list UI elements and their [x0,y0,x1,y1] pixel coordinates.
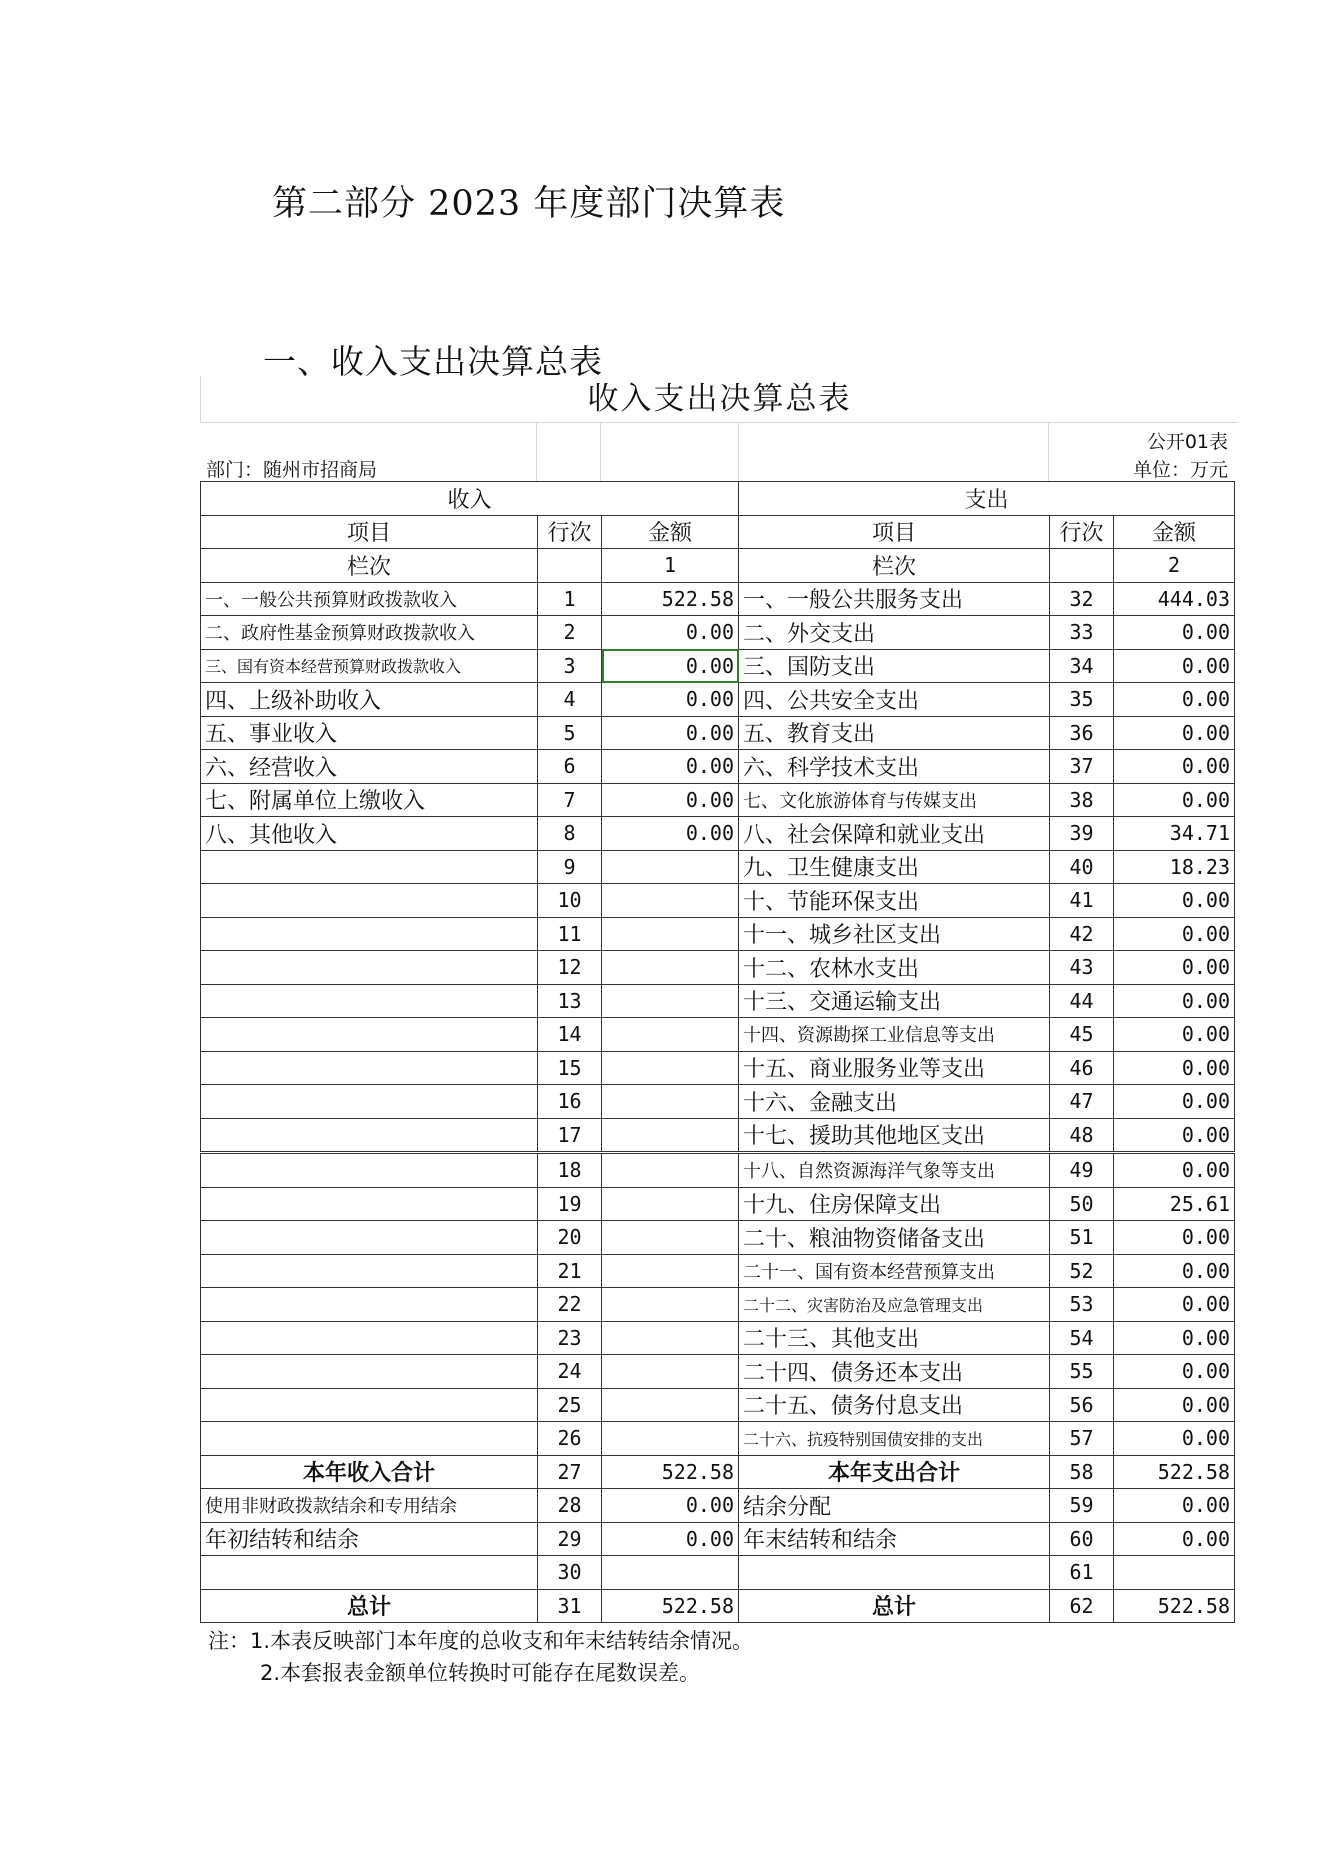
table-row [201,616,1235,650]
table-row [201,1018,1235,1052]
expense-row-no-cell: 41 [1050,884,1114,918]
expense-item-cell: 十四、资源勘探工业信息等支出 [739,1018,1050,1052]
income-row-no-cell: 4 [538,683,602,717]
expense-row-no-cell: 49 [1050,1153,1114,1188]
table-code: 公开01表 [1146,431,1228,453]
income-amount-cell [602,884,739,918]
income-row-no-cell: 13 [538,984,602,1018]
expense-amount-cell: 34.71 [1114,817,1235,851]
income-amount-cell: 0.00 [602,616,739,650]
income-item-cell [201,1321,538,1355]
expense-row-no-cell: 33 [1050,616,1114,650]
income-item-cell [201,1153,538,1188]
table-row [201,850,1235,884]
table-row [201,1455,1235,1489]
grid-line [536,423,537,481]
expense-group-header: 支出 [739,482,1235,516]
expense-amount-cell: 0.00 [1114,1355,1235,1389]
income-row-no-cell: 19 [538,1187,602,1221]
expense-amount-cell: 0.00 [1114,951,1235,985]
table-row [201,1221,1235,1255]
income-expense-table [200,481,1235,1623]
income-item-cell [201,1051,538,1085]
expense-amount-cell: 0.00 [1114,1321,1235,1355]
expense-row-no-cell: 48 [1050,1118,1114,1153]
income-row-no-cell: 10 [538,884,602,918]
income-row-no-cell: 27 [538,1455,602,1489]
expense-amount-cell: 0.00 [1114,683,1235,717]
expense-amount-cell: 0.00 [1114,616,1235,650]
income-item-cell: 七、附属单位上缴收入 [201,783,538,817]
income-column-no-label: 栏次 [201,549,538,583]
expense-row-no-cell: 43 [1050,951,1114,985]
expense-row-no-cell: 59 [1050,1489,1114,1523]
table-row [201,683,1235,717]
income-item-cell [201,1221,538,1255]
income-row-no-cell: 11 [538,917,602,951]
income-row-no-cell: 6 [538,750,602,784]
expense-item-cell: 十、节能环保支出 [739,884,1050,918]
income-item-cell [201,1254,538,1288]
expense-item-cell: 二十六、抗疫特别国债安排的支出 [739,1422,1050,1456]
table-body [201,582,1235,1623]
income-column-no: 1 [602,549,739,583]
income-item-cell [201,1388,538,1422]
unit-label: 单位：万元 [1132,459,1228,481]
income-amount-cell: 0.00 [602,783,739,817]
income-row-no-cell: 1 [538,582,602,616]
expense-item-cell: 二十二、灾害防治及应急管理支出 [739,1288,1050,1322]
expense-amount-cell: 0.00 [1114,1221,1235,1255]
expense-amount-cell: 18.23 [1114,850,1235,884]
table-row [201,1422,1235,1456]
income-row-no-cell: 30 [538,1556,602,1590]
income-item-cell [201,1187,538,1221]
income-amount-cell [602,1018,739,1052]
income-amount-cell [602,1153,739,1188]
income-row-no-cell: 21 [538,1254,602,1288]
expense-item-cell: 二十四、债务还本支出 [739,1355,1050,1389]
income-row-no-cell: 9 [538,850,602,884]
income-row-no-cell: 22 [538,1288,602,1322]
expense-row-no-cell: 50 [1050,1187,1114,1221]
expense-amount-cell: 0.00 [1114,750,1235,784]
expense-amount-cell: 0.00 [1114,984,1235,1018]
expense-row-no-cell: 54 [1050,1321,1114,1355]
expense-row-no-cell: 56 [1050,1388,1114,1422]
table-row [201,716,1235,750]
section-title: 一、收入支出决算总表 [263,342,603,381]
income-amount-cell [602,1355,739,1389]
income-item-cell [201,984,538,1018]
expense-row-no-cell: 32 [1050,582,1114,616]
income-row-no-cell: 7 [538,783,602,817]
income-amount-cell: 522.58 [602,1589,739,1623]
expense-row-no-cell: 34 [1050,649,1114,683]
income-amount-cell [602,1221,739,1255]
table-row [201,817,1235,851]
income-amount-cell [602,984,739,1018]
expense-item-cell: 七、文化旅游体育与传媒支出 [739,783,1050,817]
income-amount-cell [602,1118,739,1153]
income-item-cell: 八、其他收入 [201,817,538,851]
expense-item-cell: 十七、援助其他地区支出 [739,1118,1050,1153]
income-row-no-cell: 20 [538,1221,602,1255]
expense-amount-cell: 0.00 [1114,917,1235,951]
income-item-header: 项目 [201,515,538,549]
expense-amount-cell: 0.00 [1114,1018,1235,1052]
expense-item-cell: 二十五、债务付息支出 [739,1388,1050,1422]
expense-row-no-cell: 39 [1050,817,1114,851]
income-row-no-cell: 23 [538,1321,602,1355]
income-row-no-cell: 8 [538,817,602,851]
income-item-cell [201,884,538,918]
income-row-no-cell: 26 [538,1422,602,1456]
table-row [201,1153,1235,1188]
table-row [201,1489,1235,1523]
table-row [201,1321,1235,1355]
expense-item-cell: 十八、自然资源海洋气象等支出 [739,1153,1050,1188]
income-amount-cell: 0.00 [602,649,739,683]
expense-row-no-cell: 47 [1050,1085,1114,1119]
expense-amount-cell: 0.00 [1114,1489,1235,1523]
income-amount-cell: 0.00 [602,750,739,784]
expense-item-cell: 五、教育支出 [739,716,1050,750]
income-item-cell [201,850,538,884]
income-item-cell [201,1288,538,1322]
table-row [201,649,1235,683]
expense-amount-cell: 522.58 [1114,1589,1235,1623]
grid-line [1048,423,1049,481]
notes [200,1625,1238,1689]
income-amount-header: 金额 [602,515,739,549]
expense-row-no-cell: 36 [1050,716,1114,750]
table-row [201,1051,1235,1085]
income-amount-cell: 522.58 [602,582,739,616]
expense-row-no-cell: 38 [1050,783,1114,817]
table-row [201,1187,1235,1221]
sheet-title: 收入支出决算总表 [200,376,1238,423]
expense-item-cell: 二十三、其他支出 [739,1321,1050,1355]
income-row-no-cell: 16 [538,1085,602,1119]
expense-row-no-header: 行次 [1050,515,1114,549]
expense-row-no-cell: 52 [1050,1254,1114,1288]
expense-amount-cell: 0.00 [1114,1085,1235,1119]
income-amount-cell [602,1187,739,1221]
income-row-no-cell: 24 [538,1355,602,1389]
expense-item-cell: 十三、交通运输支出 [739,984,1050,1018]
expense-item-cell: 结余分配 [739,1489,1050,1523]
income-amount-cell: 0.00 [602,716,739,750]
table-row [201,1254,1235,1288]
expense-row-no-cell: 51 [1050,1221,1114,1255]
expense-item-header: 项目 [739,515,1050,549]
table-row [201,582,1235,616]
income-amount-cell [602,1288,739,1322]
expense-row-no-cell: 37 [1050,750,1114,784]
department-label: 部门：随州市招商局 [206,459,378,481]
income-item-cell [201,1018,538,1052]
table-row [201,750,1235,784]
income-row-no-cell: 28 [538,1489,602,1523]
expense-amount-cell: 0.00 [1114,1422,1235,1456]
note-2: 2.本套报表金额单位转换时可能存在尾数误差。 [260,1661,701,1685]
expense-item-cell: 十二、农林水支出 [739,951,1050,985]
income-item-cell: 二、政府性基金预算财政拨款收入 [201,616,538,650]
income-amount-cell [602,917,739,951]
income-item-cell: 六、经营收入 [201,750,538,784]
expense-amount-cell: 522.58 [1114,1455,1235,1489]
income-row-no-cell: 5 [538,716,602,750]
grid-line [738,423,739,481]
table-row [201,884,1235,918]
income-item-cell [201,1422,538,1456]
expense-item-cell: 四、公共安全支出 [739,683,1050,717]
income-amount-cell: 0.00 [602,683,739,717]
expense-amount-cell: 0.00 [1114,783,1235,817]
note-1: 注：1.本表反映部门本年度的总收支和年末结转结余情况。 [208,1629,754,1653]
table-row [201,984,1235,1018]
expense-row-no-cell: 45 [1050,1018,1114,1052]
expense-item-cell: 本年支出合计 [739,1455,1050,1489]
income-group-header: 收入 [201,482,739,516]
spreadsheet [200,376,1238,1689]
expense-amount-cell [1114,1556,1235,1590]
income-item-cell [201,951,538,985]
expense-amount-cell: 0.00 [1114,1051,1235,1085]
expense-item-cell: 二十一、国有资本经营预算支出 [739,1254,1050,1288]
expense-amount-cell: 25.61 [1114,1187,1235,1221]
expense-item-cell: 十九、住房保障支出 [739,1187,1050,1221]
expense-row-no-cell: 40 [1050,850,1114,884]
expense-row-no-cell: 62 [1050,1589,1114,1623]
income-item-cell: 年初结转和结余 [201,1522,538,1556]
income-item-cell: 三、国有资本经营预算财政拨款收入 [201,649,538,683]
income-row-no-cell: 14 [538,1018,602,1052]
expense-row-no-cell: 58 [1050,1455,1114,1489]
income-row-no-cell: 12 [538,951,602,985]
expense-item-cell: 二十、粮油物资储备支出 [739,1221,1050,1255]
expense-row-no-cell: 53 [1050,1288,1114,1322]
expense-row-no-cell: 44 [1050,984,1114,1018]
income-row-no-header: 行次 [538,515,602,549]
expense-item-cell: 一、一般公共服务支出 [739,582,1050,616]
expense-amount-cell: 0.00 [1114,1288,1235,1322]
expense-amount-cell: 0.00 [1114,1522,1235,1556]
sheet-meta [200,423,1238,481]
income-amount-cell [602,951,739,985]
table-row [201,1288,1235,1322]
income-amount-cell [602,1422,739,1456]
income-item-cell [201,1355,538,1389]
income-row-no-cell: 18 [538,1153,602,1188]
expense-row-no-cell: 60 [1050,1522,1114,1556]
expense-row-no-cell: 35 [1050,683,1114,717]
table-row [201,1556,1235,1590]
expense-amount-cell: 0.00 [1114,1388,1235,1422]
income-item-cell: 五、事业收入 [201,716,538,750]
expense-amount-cell: 0.00 [1114,1254,1235,1288]
table-row [201,951,1235,985]
income-amount-cell [602,1254,739,1288]
table-row [201,1085,1235,1119]
income-item-cell: 一、一般公共预算财政拨款收入 [201,582,538,616]
income-amount-cell [602,1556,739,1590]
income-item-cell [201,1085,538,1119]
empty-cell [538,549,602,583]
income-amount-cell [602,1085,739,1119]
income-row-no-cell: 29 [538,1522,602,1556]
empty-cell [1050,549,1114,583]
expense-item-cell: 九、卫生健康支出 [739,850,1050,884]
expense-column-no: 2 [1114,549,1235,583]
expense-item-cell: 十六、金融支出 [739,1085,1050,1119]
income-item-cell: 本年收入合计 [201,1455,538,1489]
expense-item-cell: 三、国防支出 [739,649,1050,683]
income-row-no-cell: 2 [538,616,602,650]
expense-item-cell [739,1556,1050,1590]
part-title: 第二部分 2023 年度部门决算表 [272,184,786,224]
expense-item-cell: 八、社会保障和就业支出 [739,817,1050,851]
expense-row-no-cell: 46 [1050,1051,1114,1085]
expense-amount-cell: 0.00 [1114,716,1235,750]
expense-item-cell: 十五、商业服务业等支出 [739,1051,1050,1085]
table-row [201,1522,1235,1556]
expense-item-cell: 年末结转和结余 [739,1522,1050,1556]
income-item-cell [201,1118,538,1153]
expense-row-no-cell: 61 [1050,1556,1114,1590]
income-row-no-cell: 31 [538,1589,602,1623]
expense-amount-cell: 0.00 [1114,649,1235,683]
table-row [201,1118,1235,1153]
expense-amount-cell: 0.00 [1114,1153,1235,1188]
table-row [201,1589,1235,1623]
income-amount-cell [602,1321,739,1355]
expense-column-no-label: 栏次 [739,549,1050,583]
income-row-no-cell: 15 [538,1051,602,1085]
income-item-cell: 使用非财政拨款结余和专用结余 [201,1489,538,1523]
income-amount-cell [602,850,739,884]
income-row-no-cell: 17 [538,1118,602,1153]
income-amount-cell: 0.00 [602,1522,739,1556]
grid-line [600,423,601,481]
income-amount-cell: 0.00 [602,1489,739,1523]
income-item-cell: 四、上级补助收入 [201,683,538,717]
table-row [201,1388,1235,1422]
expense-amount-cell: 444.03 [1114,582,1235,616]
table-row [201,783,1235,817]
income-amount-cell [602,1388,739,1422]
expense-amount-cell: 0.00 [1114,884,1235,918]
expense-item-cell: 六、科学技术支出 [739,750,1050,784]
table-row [201,1355,1235,1389]
expense-item-cell: 二、外交支出 [739,616,1050,650]
expense-row-no-cell: 55 [1050,1355,1114,1389]
expense-amount-cell: 0.00 [1114,1118,1235,1153]
income-amount-cell: 522.58 [602,1455,739,1489]
income-item-cell [201,917,538,951]
table-row [201,917,1235,951]
income-item-cell [201,1556,538,1590]
income-amount-cell [602,1051,739,1085]
income-row-no-cell: 25 [538,1388,602,1422]
expense-amount-header: 金额 [1114,515,1235,549]
expense-item-cell: 十一、城乡社区支出 [739,917,1050,951]
income-amount-cell: 0.00 [602,817,739,851]
expense-row-no-cell: 57 [1050,1422,1114,1456]
income-row-no-cell: 3 [538,649,602,683]
income-item-cell: 总计 [201,1589,538,1623]
expense-row-no-cell: 42 [1050,917,1114,951]
expense-item-cell: 总计 [739,1589,1050,1623]
